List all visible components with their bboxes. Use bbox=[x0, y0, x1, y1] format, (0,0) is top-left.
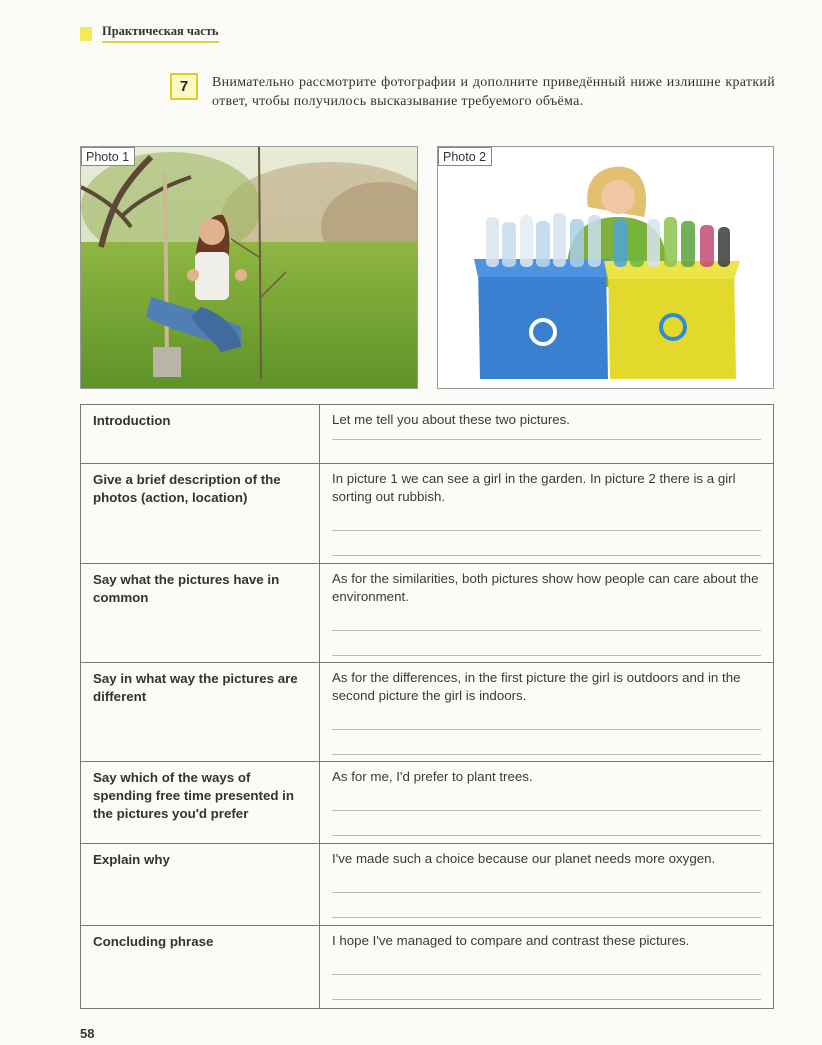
row-answer: I've made such a choice because our planet needs more oxygen. bbox=[332, 851, 716, 866]
section-title: Практическая часть bbox=[102, 24, 219, 43]
row-prompt: Introduction bbox=[93, 413, 171, 428]
page-number: 58 bbox=[80, 1026, 95, 1041]
photo-2 bbox=[437, 146, 774, 389]
answer-cell bbox=[320, 464, 774, 564]
answer-line[interactable] bbox=[332, 730, 761, 755]
answer-line[interactable] bbox=[332, 531, 761, 556]
photo-2-image bbox=[438, 147, 773, 388]
row-prompt: Concluding phrase bbox=[93, 934, 214, 949]
task-block bbox=[170, 73, 775, 111]
answer-line[interactable] bbox=[332, 975, 761, 1000]
prompt-cell bbox=[81, 464, 320, 564]
row-answer: As for the differences, in the first picture the girl is outdoors and in the second picture the girl is indoors. bbox=[332, 670, 741, 703]
prompt-cell bbox=[81, 564, 320, 663]
answer-line[interactable] bbox=[332, 811, 761, 836]
answer-cell bbox=[320, 405, 774, 464]
photo-1-image bbox=[81, 147, 417, 388]
answer-cell bbox=[320, 926, 774, 1009]
row-answer: Let me tell you about these two pictures. bbox=[332, 412, 571, 427]
prompt-cell bbox=[81, 926, 320, 1009]
answer-cell bbox=[320, 844, 774, 926]
row-prompt: Give a brief description of the photos (action, location) bbox=[93, 472, 281, 505]
photo-2-label: Photo 2 bbox=[438, 147, 492, 166]
answer-line[interactable] bbox=[332, 950, 761, 975]
answer-line[interactable] bbox=[332, 868, 761, 893]
table-row bbox=[81, 663, 774, 762]
row-answer: As for the similarities, both pictures show how people can care about the environment. bbox=[332, 571, 759, 604]
prompt-cell bbox=[81, 405, 320, 464]
answer-table bbox=[80, 404, 774, 1009]
row-answer: As for me, I'd prefer to plant trees. bbox=[332, 769, 533, 784]
answer-cell bbox=[320, 564, 774, 663]
row-answer: I hope I've managed to compare and contrast these pictures. bbox=[332, 933, 690, 948]
photo-1-label: Photo 1 bbox=[81, 147, 135, 166]
answer-line[interactable] bbox=[332, 631, 761, 656]
answer-line[interactable] bbox=[332, 606, 761, 631]
answer-line[interactable] bbox=[332, 429, 761, 440]
row-prompt: Say which of the ways of spending free time presented in the pictures you'd prefer bbox=[93, 770, 294, 821]
task-number: 7 bbox=[170, 73, 198, 100]
row-prompt: Explain why bbox=[93, 852, 170, 867]
table-row bbox=[81, 464, 774, 564]
table-row bbox=[81, 564, 774, 663]
table-row bbox=[81, 926, 774, 1009]
row-prompt: Say what the pictures have in common bbox=[93, 572, 280, 605]
section-header bbox=[80, 24, 219, 43]
section-marker bbox=[80, 27, 92, 41]
answer-line[interactable] bbox=[332, 506, 761, 531]
answer-cell bbox=[320, 663, 774, 762]
table-row bbox=[81, 844, 774, 926]
prompt-cell bbox=[81, 844, 320, 926]
answer-line[interactable] bbox=[332, 786, 761, 811]
answer-line[interactable] bbox=[332, 705, 761, 730]
task-instructions: Внимательно рассмотрите фотографии и дополните приведённый ниже излишне краткий ответ, чтобы получилось высказывание требуемого объёма. bbox=[212, 75, 775, 109]
prompt-cell bbox=[81, 762, 320, 844]
answer-line[interactable] bbox=[332, 893, 761, 918]
row-prompt: Say in what way the pictures are different bbox=[93, 671, 298, 704]
prompt-cell bbox=[81, 663, 320, 762]
table-row bbox=[81, 762, 774, 844]
answer-cell bbox=[320, 762, 774, 844]
table-row bbox=[81, 405, 774, 464]
photo-1 bbox=[80, 146, 418, 389]
row-answer: In picture 1 we can see a girl in the garden. In picture 2 there is a girl sorting out rubbish. bbox=[332, 471, 736, 504]
